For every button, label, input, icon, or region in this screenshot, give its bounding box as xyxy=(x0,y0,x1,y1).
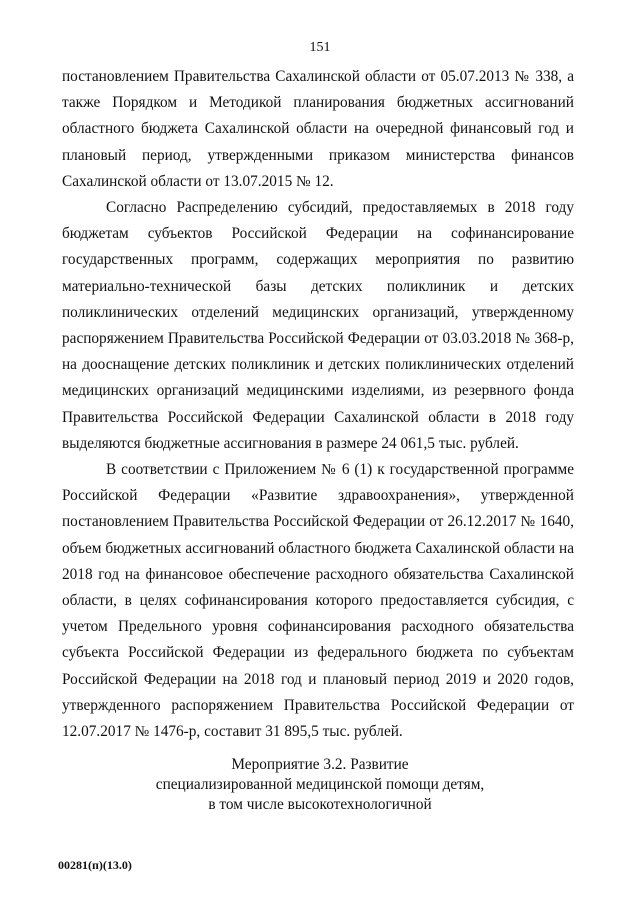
section-heading-line: Мероприятие 3.2. Развитие xyxy=(231,756,409,773)
paragraph-appendix-6: В соответствии с Приложением № 6 (1) к государственной программе Российской Федерации «Развитие здравоохранения», утвержденной постановлением Правительства Российской Федерации от 26.12.2017 № 1640, объем бюджетных ассигнований областного бюджета Сахалинской области на 2018 год на финансовое обеспечение расходного обязательства Сахалинской области, в целях софинансирования которого предоставляется субсидия, с учетом Предельного уровня софинансирования расходного обязательства субъекта Российской Федерации из федерального бюджета по субъектам Российской Федерации на 2018 год и плановый период 2019 и 2020 годов, утвержденного распоряжением Правительства Российской Федерации от 12.07.2017 № 1476-р, составит 31 895,5 тыс. рублей. xyxy=(62,461,574,741)
body-text xyxy=(62,64,574,745)
section-heading-line: в том числе высокотехнологичной xyxy=(208,796,432,813)
paragraph-subsidy-distribution: Согласно Распределению субсидий, предоставляемых в 2018 году бюджетам субъектов Российской Федерации на софинансирование государственных программ, содержащих мероприятия по развитию материально-технической базы детских поликлиник и детских поликлинических отделений медицинских организаций, утвержденному распоряжением Правительства Российской Федерации от 03.03.2018 № 368-р, на дооснащение детских поликлиник и детских поликлинических отделений медицинских организаций медицинскими изделиями, из резервного фонда Правительства Российской Федерации Сахалинской области в 2018 году выделяются бюджетные ассигнования в размере 24 061,5 тыс. рублей. xyxy=(62,199,574,452)
page-number: 151 xyxy=(309,40,331,55)
section-heading xyxy=(0,755,640,815)
footer-document-code: 00281(п)(13.0) xyxy=(58,858,132,872)
section-heading-line: специализированной медицинской помощи детям, xyxy=(155,776,485,793)
paragraph-continuation: постановлением Правительства Сахалинской области от 05.07.2013 № 338, а также Порядком и Методикой планирования бюджетных ассигнований областного бюджета Сахалинской области на очередной финансовый год и плановый период, утвержденными приказом министерства финансов Сахалинской области от 13.07.2015 № 12. xyxy=(62,68,574,190)
